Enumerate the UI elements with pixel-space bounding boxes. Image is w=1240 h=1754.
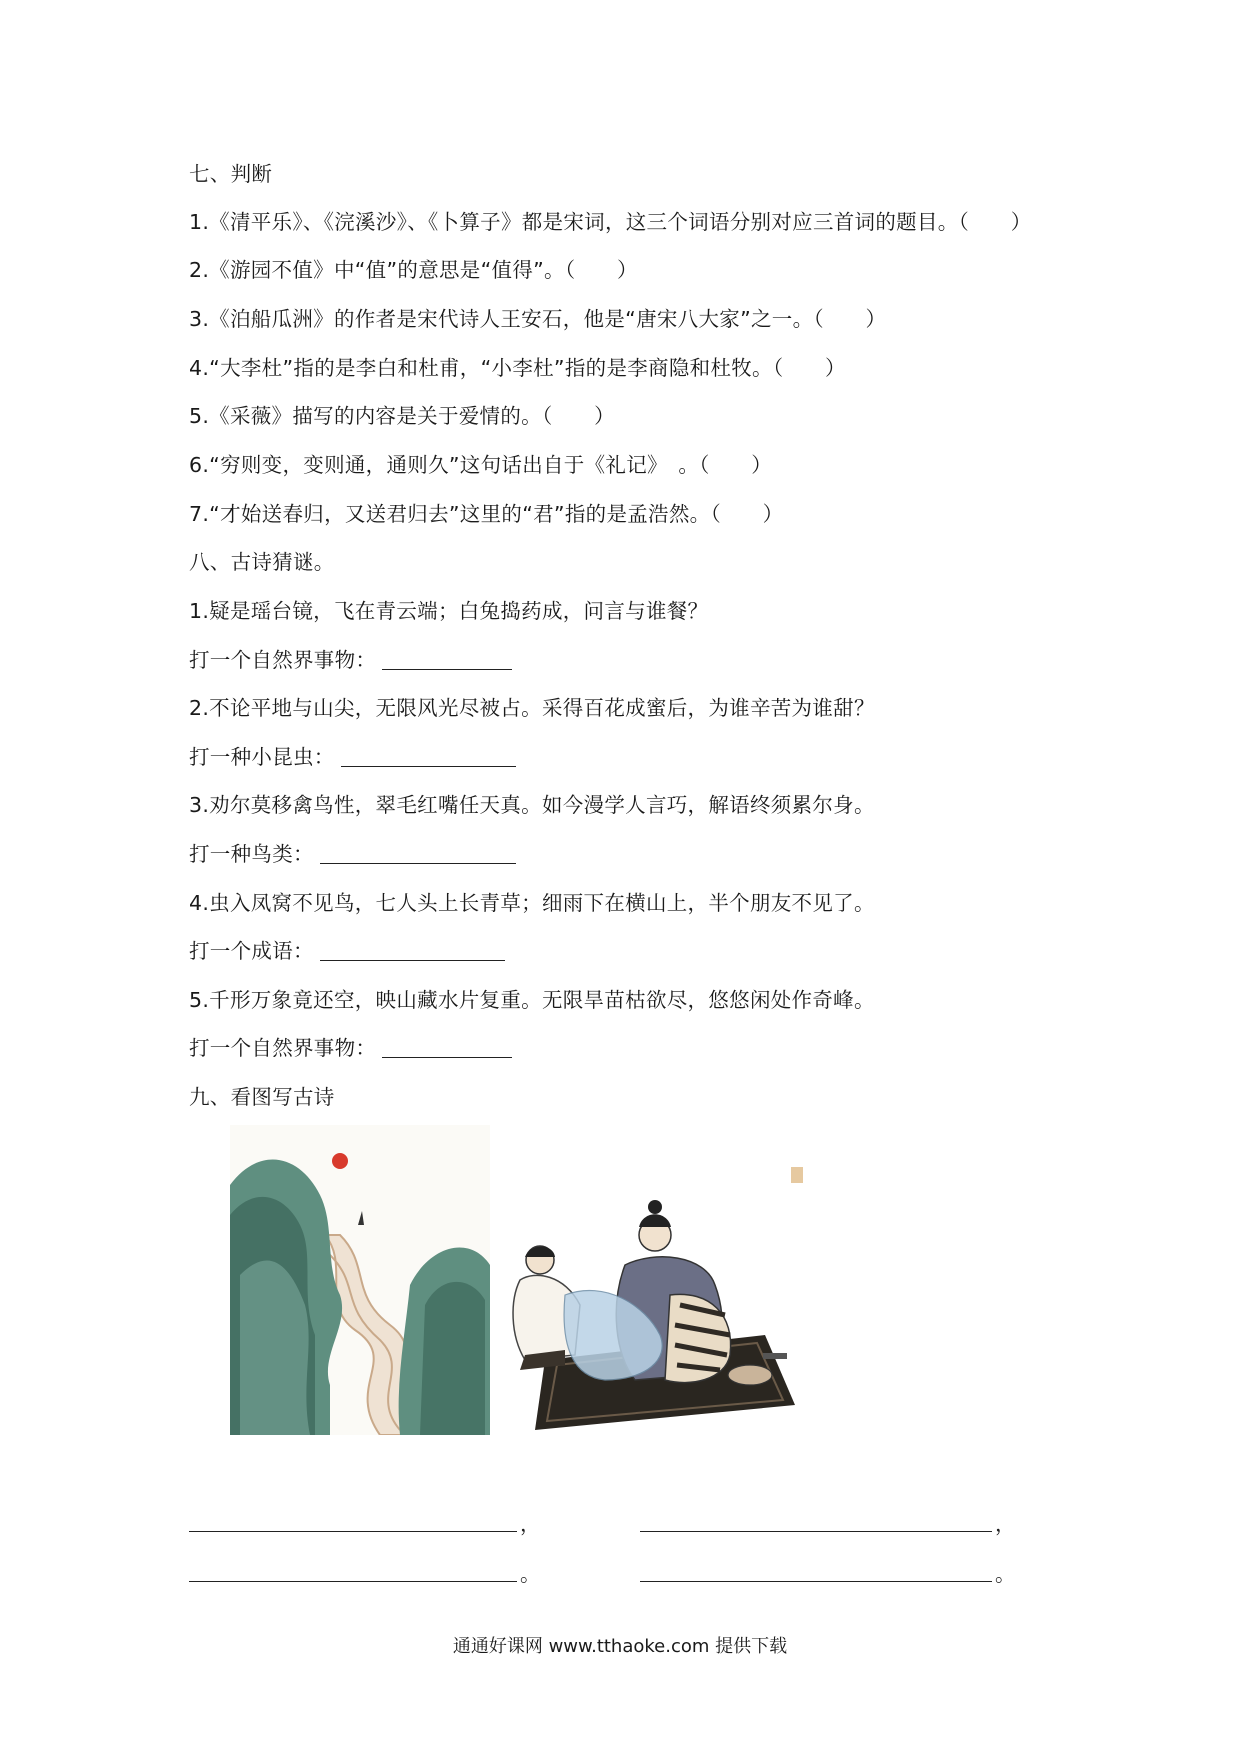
riddle-3-question: 3.劝尔莫移禽鸟性，翠毛红嘴任天真。如今漫学人言巧，解语终须累尔身。 [189, 793, 875, 817]
poem-1-line-2[interactable] [189, 1581, 517, 1582]
riddle-2-prompt: 打一种小昆虫： [189, 745, 335, 769]
sun-icon [332, 1153, 348, 1169]
riddle-3-answer-blank[interactable] [320, 843, 516, 864]
riddle-1-question: 1.疑是瑶台镜，飞在青云端；白兔捣药成，问言与谁餐？ [189, 599, 709, 623]
poem-1-line-1[interactable] [189, 1531, 517, 1532]
judgment-item-3: 3.《泊船瓜洲》的作者是宋代诗人王安石，他是“唐宋八大家”之一。（ ） [189, 307, 887, 331]
judgment-item-7: 7.“才始送春归，又送君归去”这里的“君”指的是孟浩然。（ ） [189, 502, 784, 526]
riddle-3-prompt: 打一种鸟类： [189, 842, 314, 866]
judgment-item-2: 2.《游园不值》中“值”的意思是“值得”。（ ） [189, 258, 638, 282]
riddle-3-answer-row [189, 840, 516, 868]
riddle-5-question: 5.千形万象竟还空，映山藏水片复重。无限旱苗枯欲尽，悠悠闲处作奇峰。 [189, 988, 875, 1012]
poem-2-period: 。 [995, 1562, 1016, 1586]
riddle-4-answer-row [189, 937, 505, 965]
section-9-heading: 九、看图写古诗 [189, 1085, 335, 1109]
poem-2-line-1[interactable] [640, 1531, 992, 1532]
riddle-2-answer-row [189, 743, 516, 771]
riddle-1-answer-blank[interactable] [382, 649, 512, 670]
riddle-5-answer-row [189, 1034, 512, 1062]
footer-credit: 通通好课网 www.tthaoke.com 提供下载 [452, 1636, 788, 1657]
judgment-item-4: 4.“大李杜”指的是李白和杜甫，“小李杜”指的是李商隐和杜牧。（ ） [189, 356, 846, 380]
poem-1-period: 。 [520, 1562, 541, 1586]
section-7-heading: 七、判断 [189, 162, 273, 186]
riddle-2-answer-blank[interactable] [341, 746, 516, 767]
figures-illustration [495, 1165, 805, 1435]
landscape-illustration [230, 1125, 490, 1435]
riddle-4-prompt: 打一个成语： [189, 939, 314, 963]
poem-2-comma: ， [995, 1512, 1016, 1536]
section-8-heading: 八、古诗猜谜。 [189, 550, 335, 574]
riddle-1-prompt: 打一个自然界事物： [189, 648, 377, 672]
judgment-item-5: 5.《采薇》描写的内容是关于爱情的。（ ） [189, 404, 615, 428]
riddle-4-answer-blank[interactable] [320, 940, 505, 961]
judgment-item-1: 1.《清平乐》、《浣溪沙》、《卜算子》都是宋词，这三个词语分别对应三首词的题目。（ ） [189, 210, 1032, 234]
poem-1-comma: ， [520, 1512, 541, 1536]
seal-icon [791, 1167, 803, 1183]
riddle-5-prompt: 打一个自然界事物： [189, 1036, 377, 1060]
riddle-2-question: 2.不论平地与山尖，无限风光尽被占。采得百花成蜜后，为谁辛苦为谁甜？ [189, 696, 875, 720]
judgment-item-6: 6.“穷则变，变则通，通则久”这句话出自于《礼记》 。（ ） [189, 453, 773, 477]
poem-2-line-2[interactable] [640, 1581, 992, 1582]
riddle-4-question: 4.虫入凤窝不见鸟，七人头上长青草；细雨下在横山上，半个朋友不见了。 [189, 891, 875, 915]
riddle-5-answer-blank[interactable] [382, 1037, 512, 1058]
riddle-1-answer-row [189, 646, 512, 674]
